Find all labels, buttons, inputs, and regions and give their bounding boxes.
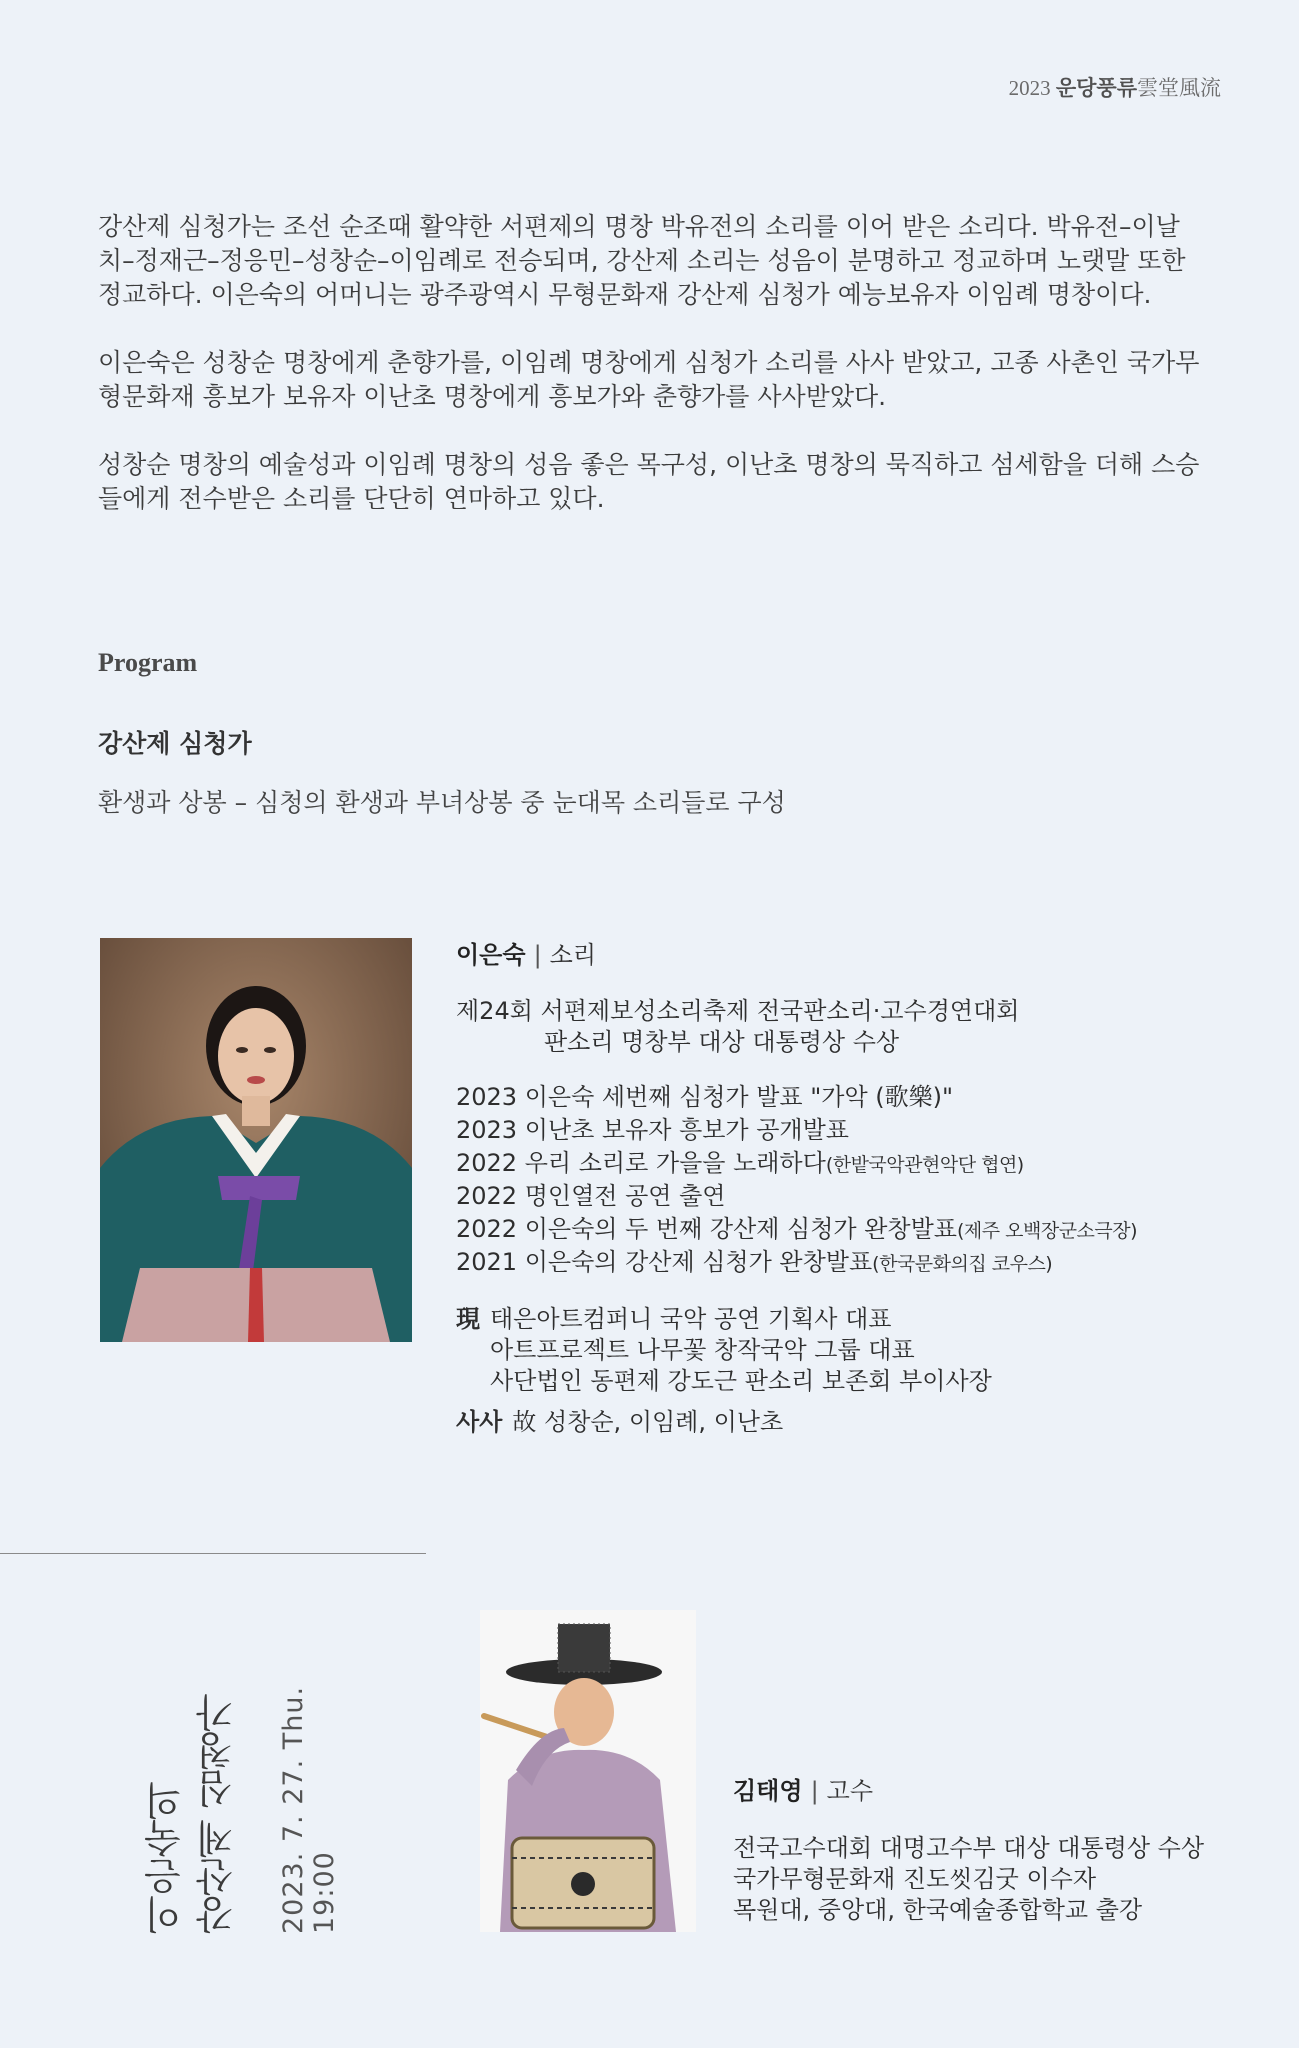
- intro-text: [98, 210, 1208, 550]
- side-title-line: 강산제 심청가: [196, 1693, 240, 1934]
- performer2-photo: [480, 1610, 696, 1932]
- award-line: 판소리 명창부 대상 대통령상 수상: [544, 1028, 900, 1056]
- section-divider: [0, 1553, 426, 1554]
- intro-paragraph: 이은숙은 성창순 명창에게 춘향가를, 이임례 명창에게 심청가 소리를 사사 받았고, 고종 사촌인 국가무형문화재 흥보가 보유자 이난초 명창에게 흥보가와 춘향가를 사사받았다.: [98, 348, 1200, 411]
- header-brand-name: 운당풍류: [1055, 76, 1137, 100]
- teachers-key: 사사: [456, 1408, 503, 1436]
- performer2-name: 김태영: [733, 1777, 803, 1805]
- career-main: 2023 이은숙 세번째 심청가 발표 "가악 (歌樂)": [456, 1083, 954, 1111]
- position-item: 아트프로젝트 나무꽃 창작국악 그룹 대표: [490, 1336, 915, 1364]
- positions-key: 現: [456, 1305, 480, 1333]
- career-item: [456, 1148, 1256, 1181]
- separator: |: [810, 1777, 819, 1805]
- performer1-positions: [456, 1304, 1256, 1397]
- career-main: 2022 이은숙의 두 번째 강산제 심청가 완창발표: [456, 1215, 957, 1243]
- program-label: Program: [98, 648, 198, 677]
- side-title-block: [140, 1614, 340, 1934]
- header-brand: [1009, 72, 1221, 102]
- career-main: 2023 이난초 보유자 흥보가 공개발표: [456, 1116, 849, 1144]
- performer2-info: [733, 1776, 1253, 1926]
- performer1-name-line: [456, 940, 1256, 971]
- career-item: 전국고수대회 대명고수부 대상 대통령상 수상: [733, 1834, 1205, 1862]
- award-line: 제24회 서편제보성소리축제 전국판소리·고수경연대회: [456, 997, 1020, 1025]
- performer1-career: [456, 1082, 1256, 1280]
- career-item: [456, 1247, 1256, 1280]
- intro-paragraph: 강산제 심청가는 조선 순조때 활약한 서편제의 명창 박유전의 소리를 이어 받은 소리다. 박유전–이날치–정재근–정응민–성창순–이임례로 전승되며, 강산제 소리는 성음이 분명하고 정교하며 노랫말 또한 정교하다. 이은숙의 어머니는 광주광역시 무형문화재 강산제 심청가 예능보유자 이임례 명창이다.: [98, 212, 1186, 309]
- header-year: 2023: [1008, 76, 1051, 100]
- career-note: (한밭국악관현악단 협연): [825, 1154, 1024, 1176]
- position-item: 태은아트컴퍼니 국악 공연 기획사 대표: [490, 1305, 892, 1333]
- career-note: (한국문화의집 코우스): [872, 1253, 1053, 1275]
- performer1-photo: [100, 938, 412, 1342]
- career-note: (제주 오백장군소극장): [956, 1220, 1138, 1242]
- performer1-info: [456, 940, 1256, 1438]
- side-title: [140, 1694, 244, 1934]
- performer1-teachers: [456, 1407, 1256, 1438]
- header-brand-hanja: 雲堂風流: [1137, 76, 1221, 100]
- program-description: 환생과 상봉 – 심청의 환생과 부녀상봉 중 눈대목 소리들로 구성: [98, 788, 786, 817]
- career-item: [456, 1181, 1256, 1214]
- career-main: 2022 우리 소리로 가을을 노래하다: [456, 1149, 826, 1177]
- side-date: 2023. 7. 27. Thu. 19:00: [278, 1685, 340, 1934]
- performer1-award: [456, 996, 1256, 1058]
- career-item: [456, 1115, 1256, 1148]
- career-item: [456, 1214, 1256, 1247]
- position-item: 사단법인 동편제 강도근 판소리 보존회 부이사장: [490, 1367, 992, 1395]
- teachers-list: 故 성창순, 이임례, 이난초: [512, 1408, 784, 1436]
- performer1-role: 소리: [549, 941, 597, 969]
- career-main: 2021 이은숙의 강산제 심청가 완창발표: [456, 1248, 873, 1276]
- career-item: [456, 1082, 1256, 1115]
- performer1-name: 이은숙: [456, 941, 526, 969]
- performer2-career: [733, 1833, 1253, 1926]
- career-item: 국가무형문화재 진도씻김굿 이수자: [733, 1865, 1097, 1893]
- intro-paragraph: 성창순 명창의 예술성과 이임례 명창의 성음 좋은 목구성, 이난초 명창의 묵직하고 섬세함을 더해 스승들에게 전수받은 소리를 단단히 연마하고 있다.: [98, 450, 1200, 513]
- performer2-name-line: [733, 1776, 1253, 1807]
- performer2-role: 고수: [826, 1777, 874, 1805]
- separator: |: [533, 941, 542, 969]
- side-title-line: 이은숙의: [144, 1782, 188, 1934]
- career-item: 목원대, 중앙대, 한국예술종합학교 출강: [733, 1896, 1143, 1924]
- positions-list: [490, 1304, 992, 1397]
- career-main: 2022 명인열전 공연 출연: [456, 1182, 726, 1210]
- program-title: 강산제 심청가: [98, 729, 252, 758]
